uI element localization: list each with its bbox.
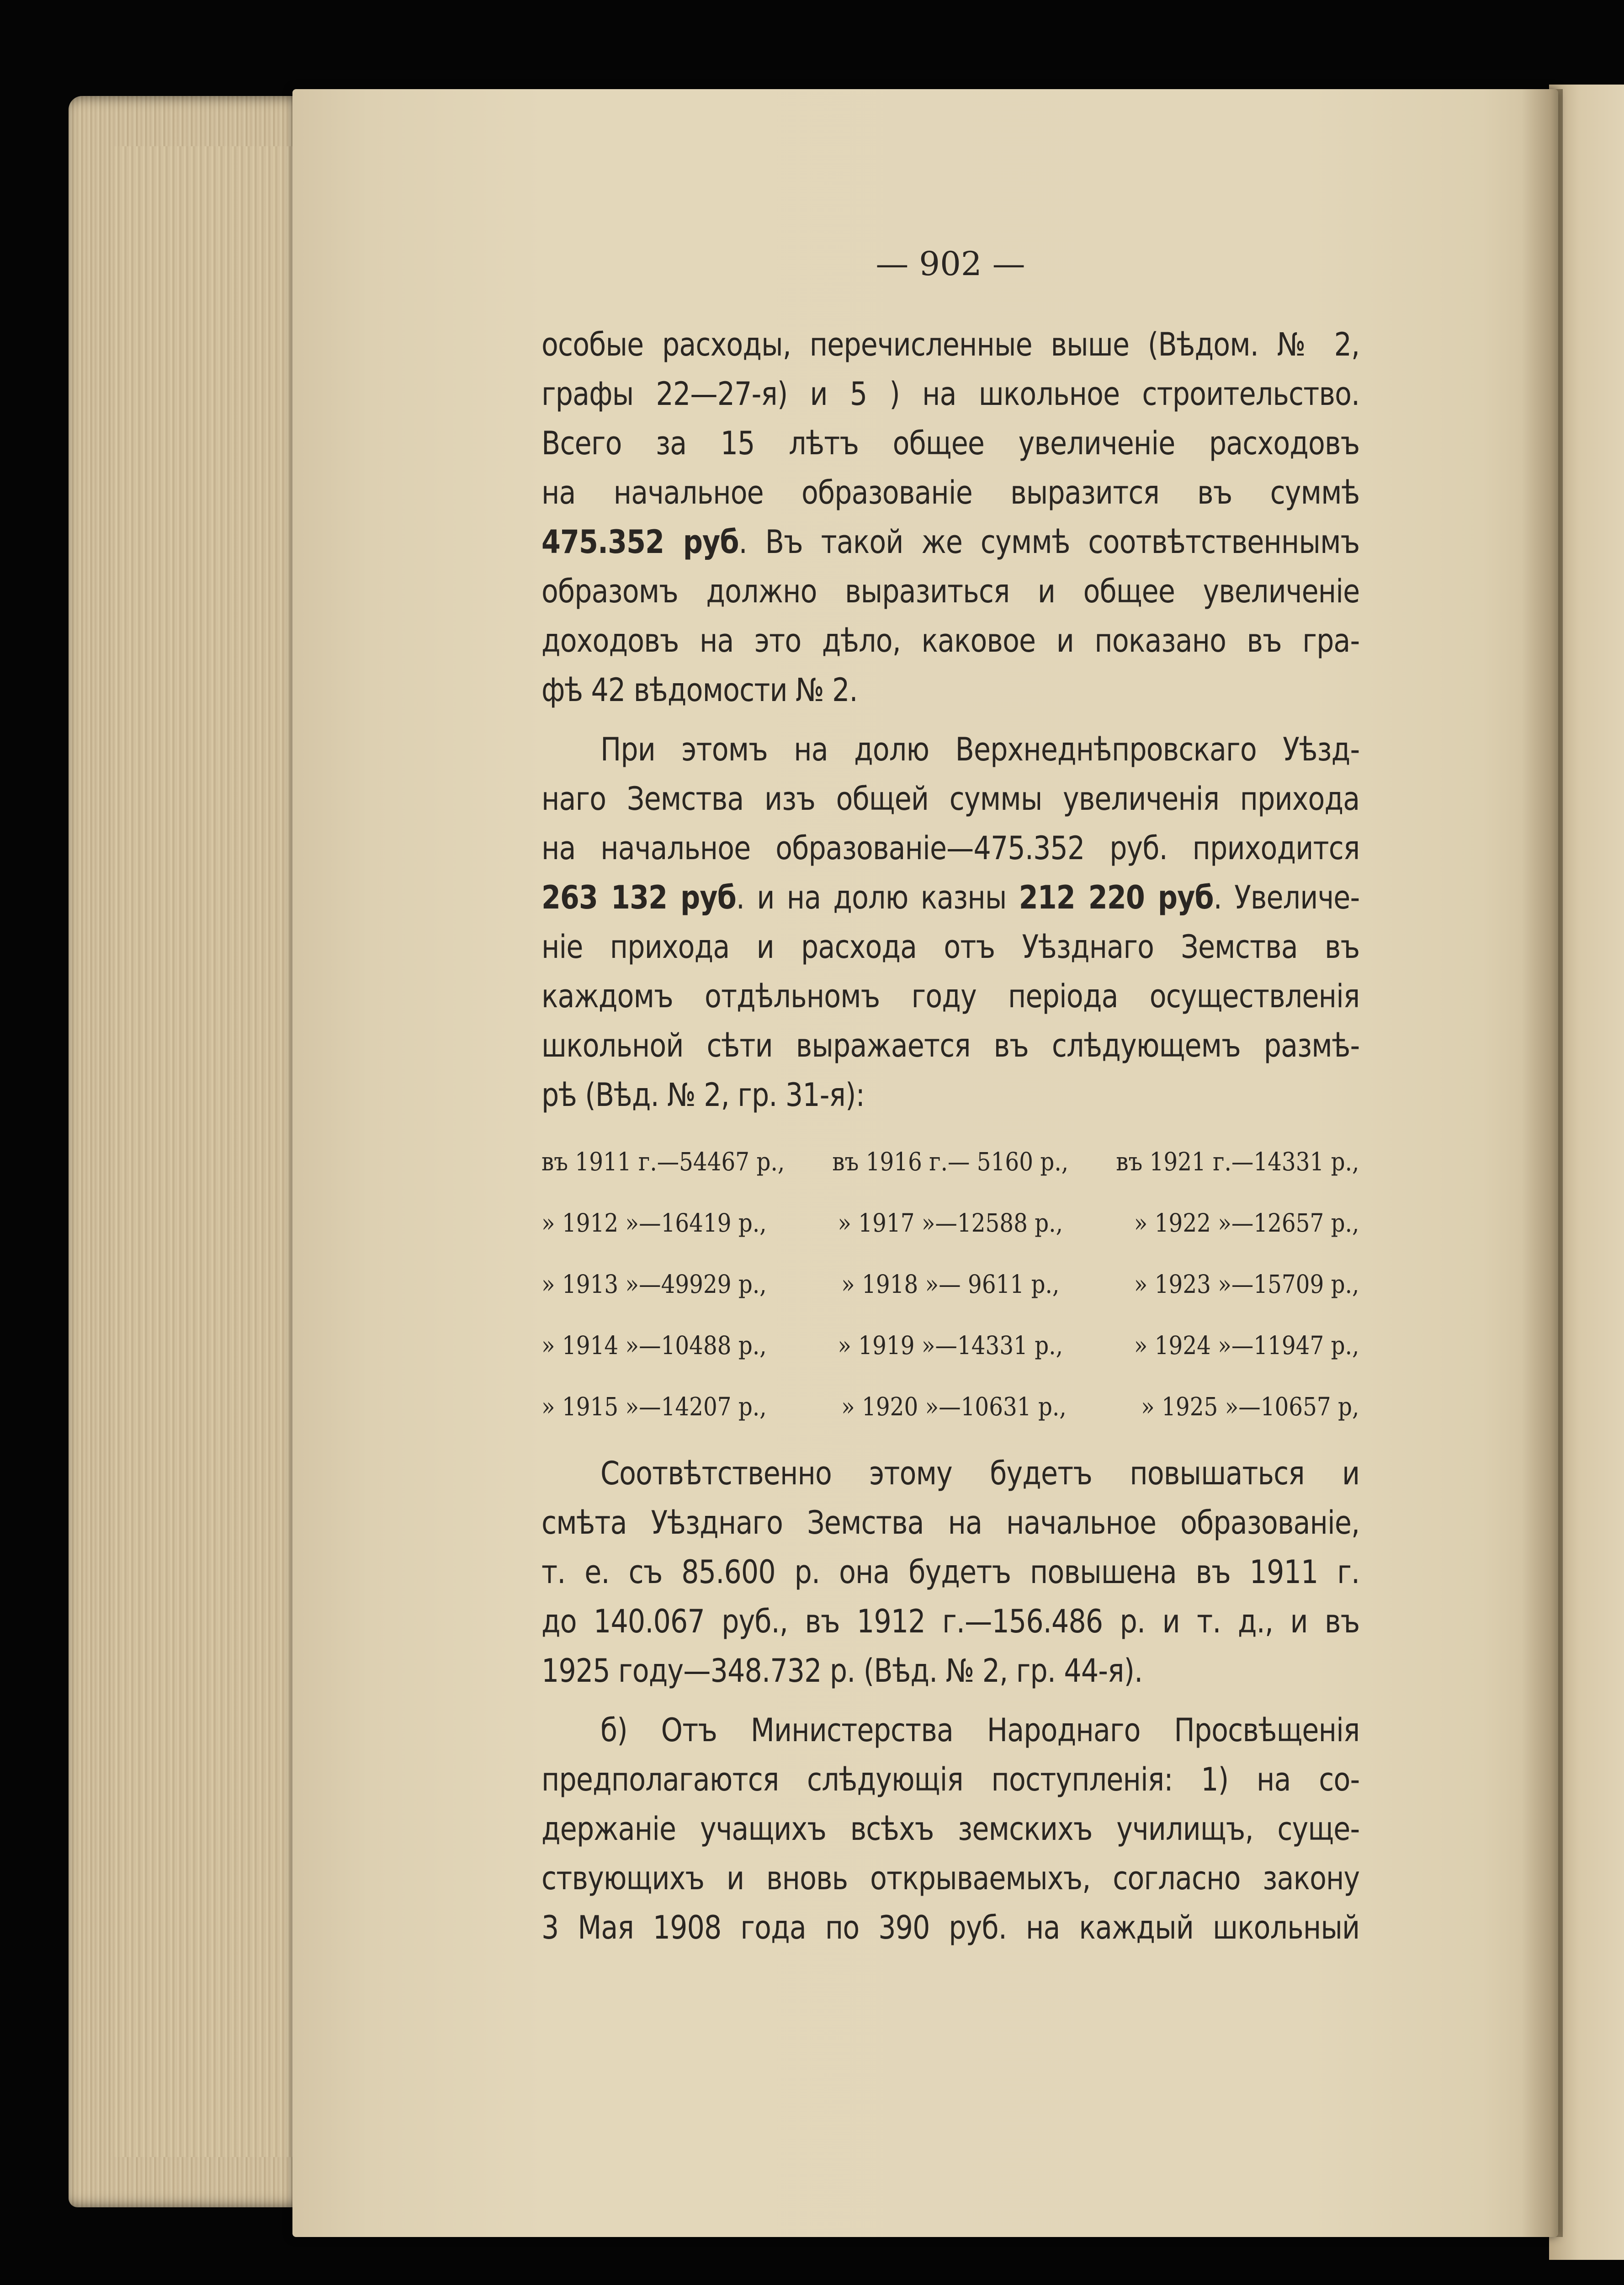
table-cell: въ 1921 г.—14331 р.,	[1116, 1147, 1359, 1176]
text-line: графы 22—27-я) и 5 ) на школьное строительство.	[541, 375, 1360, 413]
text-line: смѣта Уѣзднаго Земства на начальное образованiе,	[541, 1504, 1360, 1541]
paragraph-4	[541, 1706, 1359, 1952]
table-row	[541, 1376, 1359, 1437]
table-row	[541, 1254, 1359, 1315]
text-line: до 140.067 руб., въ 1912 г.—156.486 р. и т. д., и въ	[541, 1603, 1360, 1640]
paragraph-1	[541, 320, 1359, 715]
table-cell: въ 1911 г.—54467 р.,	[541, 1147, 785, 1176]
text-line: школьной сѣти выражается въ слѣдующемъ размѣ-	[541, 1027, 1360, 1064]
text-line: нiе прихода и расхода отъ Уѣзднаго Земства въ	[541, 928, 1360, 966]
text-line: ствующихъ и вновь открываемыхъ, согласно закону	[541, 1860, 1360, 1897]
text-line: фѣ 42 вѣдомости № 2.	[541, 671, 858, 709]
table-cell: » 1915 »—14207 р.,	[541, 1392, 767, 1421]
text-line: 3 Мая 1908 года по 390 руб. на каждый школьный	[541, 1909, 1360, 1946]
table-cell: » 1922 »—12657 р.,	[1134, 1208, 1359, 1238]
spine-shadow	[1522, 89, 1563, 2237]
bold-amount: 475.352 руб	[541, 523, 739, 561]
text-line: При этомъ на долю Верхнеднѣпровскаго Уѣзд-	[600, 731, 1360, 768]
paragraph-gap	[541, 715, 1359, 725]
table-cell: » 1918 »— 9611 р.,	[841, 1270, 1060, 1299]
text-line: каждомъ отдѣльномъ году перiода осуществленiя	[541, 978, 1360, 1015]
yearly-amounts-table	[541, 1131, 1359, 1437]
paragraph-3	[541, 1449, 1359, 1695]
text-line: держанiе учащихъ всѣхъ земскихъ училищъ, суще-	[541, 1810, 1360, 1848]
text-span: . и на долю казны	[736, 879, 1019, 916]
table-row	[541, 1315, 1359, 1376]
table-cell: » 1912 »—16419 р.,	[541, 1208, 767, 1238]
paragraph-gap	[541, 1695, 1359, 1706]
bold-amount: 212 220 руб	[1019, 879, 1214, 916]
table-cell: » 1919 »—14331 р.,	[838, 1331, 1063, 1360]
page-text	[541, 320, 1359, 1952]
text-line: наго Земства изъ общей суммы увеличенiя прихода	[541, 780, 1360, 818]
table-cell: » 1925 »—10657 р,	[1141, 1392, 1359, 1421]
table-cell: » 1923 »—15709 р.,	[1134, 1270, 1359, 1299]
table-cell: » 1920 »—10631 р.,	[841, 1392, 1067, 1421]
text-line: доходовъ на это дѣло, каковое и показано въ гра-	[541, 622, 1360, 659]
text-line: предполагаются слѣдующiя поступленiя: 1) на со-	[541, 1761, 1360, 1798]
table-cell: » 1917 »—12588 р.,	[838, 1208, 1063, 1238]
table-cell: въ 1916 г.— 5160 р.,	[832, 1147, 1069, 1176]
text-line: на начальное образованiе выразится въ суммѣ	[541, 474, 1360, 511]
text-line: 1925 году—348.732 р. (Вѣд. № 2, гр. 44-я).	[541, 1652, 1143, 1690]
text-line: на начальное образованiе—475.352 руб. приходится	[541, 829, 1360, 867]
text-line: б) Отъ Министерства Народнаго Просвѣщенiя	[600, 1711, 1360, 1749]
text-line: образомъ должно выразиться и общее увеличенiе	[541, 573, 1360, 610]
text-line: Всего за 15 лѣтъ общее увеличенiе расходовъ	[541, 425, 1360, 462]
text-line: Соотвѣтственно этому будетъ повышаться и	[600, 1455, 1360, 1492]
table-row	[541, 1192, 1359, 1254]
text-line: рѣ (Вѣд. № 2, гр. 31-я):	[541, 1076, 865, 1114]
table-row	[541, 1131, 1359, 1192]
text-span: . Въ такой же суммѣ соотвѣтственнымъ	[738, 523, 1360, 561]
page-number: — 902 —	[876, 244, 1025, 283]
text-line: особые расходы, перечисленные выше (Вѣдом. № 2,	[541, 326, 1360, 363]
text-line	[541, 517, 1359, 567]
paragraph-2	[541, 725, 1359, 1120]
table-cell: » 1914 »—10488 р.,	[541, 1331, 767, 1360]
bold-amount: 263 132 руб	[541, 879, 736, 916]
text-span: . Увеличе-	[1213, 879, 1360, 916]
text-line	[541, 873, 1359, 922]
text-line: т. е. съ 85.600 р. она будетъ повышена въ 1911 г.	[541, 1553, 1360, 1591]
table-cell: » 1924 »—11947 р.,	[1134, 1331, 1359, 1360]
table-cell: » 1913 »—49929 р.,	[541, 1270, 767, 1299]
